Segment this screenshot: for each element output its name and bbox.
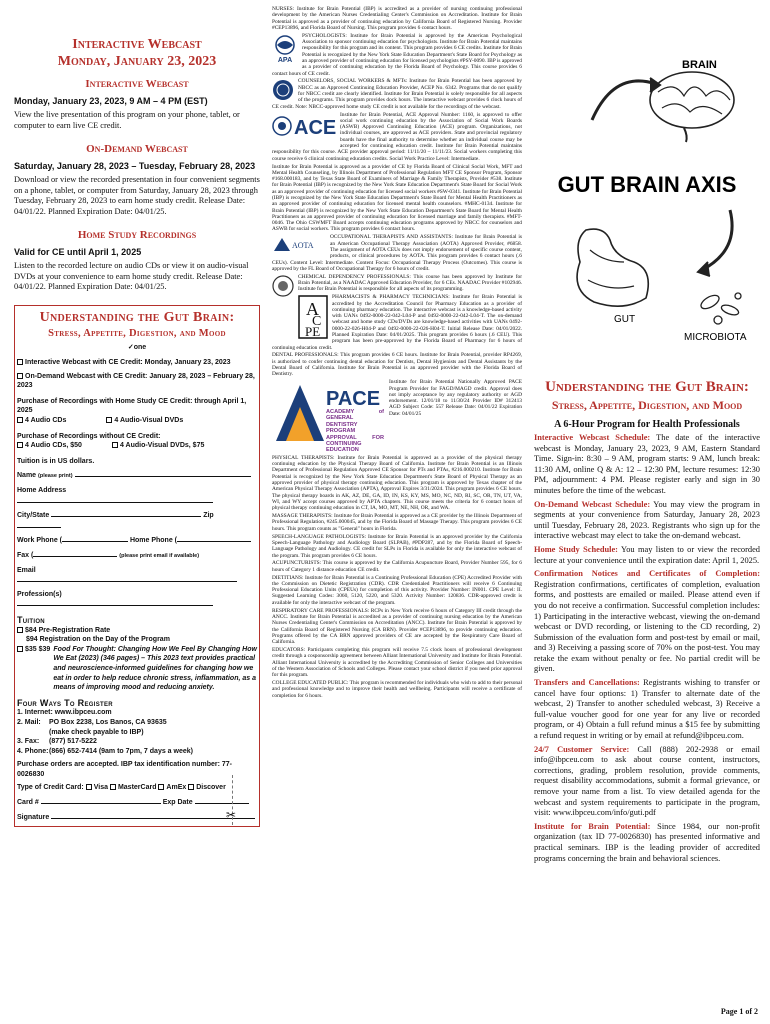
interactive-description: View the live presentation of this program on your phone, tablet, or computer to earn live CE credit. [14, 110, 240, 130]
left-column [0, 0, 268, 1024]
right-column [526, 0, 770, 1024]
ace-accreditation: ACE Institute for Brain Potential, ACE Approval Number: 1160, is approved to offer social work continuing education by the Association of Social Work Boards (ASWB) Approved Continuing Education (ACE) program. Organizations, not individual courses, are approved as ACE providers. State and provincial regulatory boards have the final authority to determine whether an individual course may be accepted for continuing education credit. Institute for Brain Potential maintains responsibility for this course. ACE provider approval period: 11/11/20 – 11/11/23. Social workers completing this course receive 6 clinical continuing education credits. Social Work Practice Level: Intermediate. [272, 111, 522, 162]
svg-text:AOTA: AOTA [292, 241, 314, 251]
form-subtitle: Stress, Appetite, Digestion, and Mood [48, 327, 226, 339]
svg-text:C: C [312, 314, 322, 330]
work-phone-label: Work Phone ( [17, 537, 62, 545]
opt-interactive: Interactive Webcast with CE Credit: Monday, January 23, 2023 [25, 359, 231, 367]
acpe-logo-icon [298, 295, 328, 339]
opt-cds-ce: 4 Audio CDs [25, 417, 67, 425]
svg-text:A: A [306, 299, 319, 320]
disc-checkbox[interactable] [188, 784, 194, 790]
cds-checkbox[interactable] [17, 442, 23, 448]
dental-accreditation: DENTAL PROFESSIONALS: This program provides 6 CE hours. Institute for Brain Potential, provider RP4269, is authorized to confer continuing dental education for Dentists, Dental Hygienists and Dental Assistants by the Dental Board of California. Institute for Brain Potential is an approved provider with the Florida Board of Dentistry. [272, 352, 522, 378]
email-hint: (please print email if available) [119, 553, 200, 559]
way-phone-label: 4. Phone: [17, 747, 49, 755]
card-mc: MasterCard [117, 784, 157, 792]
page-number: Page 1 of 2 [720, 1007, 758, 1016]
city-state-field[interactable] [51, 510, 201, 517]
counselors-accreditation: COUNSELORS, SOCIAL WORKERS & MFTs: Institute for Brain Potential has been approved by NBCC as an Approved Continuing Education Provider, ACEP No. 6342. Programs that do not qualify for NBCC credit are clearly identified. Institute for Brain Potential is solely responsible for all aspects of the programs. This program provides dock hours. The interactive webcast provides 6 clock hours of CE credit. Note: NBCC-approved home study CE credit is not available for the recordings of the webcast. [272, 78, 522, 110]
check-one-label: ✓one [127, 343, 147, 351]
po-note: Purchase orders are accepted. IBP tax identification number: 77-0026830 [17, 761, 232, 778]
tuition-pre: $84 Pre-Registration Rate [25, 626, 111, 634]
card-disc: Discover [196, 784, 226, 792]
ondemand-checkbox[interactable] [17, 373, 23, 379]
nurses-accreditation: NURSES: Institute for Brain Potential (IBP) is accredited as a provider of nursing continuing professional development by the American Nurses Credentialing Center's Commission on Accreditation. Institute for Brain Potential is approved as a provider of continuing education by California Board of Registered Nursing. Provider #CEP13896, and Florida Board of Nursing. This program provides 6 contact hours. [272, 6, 522, 31]
naadac-seal-icon [272, 275, 294, 297]
acu-accreditation: ACUPUNCTURISTS: This course is approved by the California Acupuncture Board, Provider Number 595, for 6 hours of Category 1 distance education CE credit. [272, 560, 522, 573]
card-visa: Visa [93, 784, 108, 792]
name-label: Name [17, 472, 37, 480]
way-mail-label: 2. Mail: [17, 718, 41, 726]
card-num-field[interactable] [41, 797, 161, 804]
arrow-down-icon [702, 210, 732, 270]
transfers-cancellations: Transfers and Cancellations: Registrants wishing to transfer or cancel have four options: 1) Transfer to alternate date of the webcast, 2) Transfer to another scheduled webcast, 3) Receive a full-value voucher good for one year for any live or recorded program, or 4) Obtain a full refund minus a $15 fee by submitting a refund request in writing or by email at refund@ibpceu.com. [534, 678, 761, 741]
work-phone-field[interactable] [62, 535, 128, 542]
pace-logo-icon: PACE ACADEMY of GENERAL DENTISTRY PROGRAM APPROVAL FOR CONTINUING EDUCATION [272, 381, 384, 451]
tuition-book: Food For Thought: Changing How We Feel By Changing How We Eat (2023) (346 pages) – This 2023 text provides practical and neuroscience-informed guidelines for changing how we eat in order to help reduce chronic stress, inflammation, as a means of improving mood and reducing anxiety. [53, 645, 257, 692]
pt-accreditation: PHYSICAL THERAPISTS: Institute for Brain Potential is approved as a provider of the physical therapy continuing education by the Physical Therapy Board of California. Institute for Brain Potential is an Illinois Department of Professional Regulation Approved CE Sponsor for PTs and PTAs, #216.000210. Institute for Brain Potential is recognized by the New York State Education Department's State Board of Physical Therapy as an approved provider of physical therapy continuing education. This program is approved by Texas chapter of the American Physical Therapy Association (APTA), Approval Expires 3/31/2024. This program provides 6 CE hours. The physical therapy boards in AK, AZ, DE, GA, ID, IN, KS, KY, MS, MO, NC, ND, RI, SC, OR, TN, UT, VA, WI, and WY accept courses approved by APTA chapters. This course meets the criteria for 6 contact hours of physical therapy continuing education in CT, IA, MO, MT, NE, NH, OR, and WA. [272, 454, 522, 512]
nbcc-seal-icon [272, 79, 294, 101]
opt-ondemand: On-Demand Webcast with CE Credit: January 28, 2023 – February 28, 2023 [17, 372, 255, 390]
brain-label: BRAIN [682, 59, 717, 71]
card-type-label: Type of Credit Card: [17, 784, 84, 792]
purchase-with-ce: Purchase of Recordings with Home Study CE Credit: through April 1, 2025 [17, 397, 247, 415]
homestudy-title: Home Study Recordings [77, 229, 197, 241]
webcast-schedule: Interactive Webcast Schedule: The date of the interactive webcast is Monday, January 23, 2023, 9 AM, Eastern Standard Time. Sign-in: 8:30 – 9 AM, program starts: 9 AM, lunch break: 11:30 AM, online Q & A: 12 – 12:30 PM, lecture resumes: 12:30 PM, adjournment: 4 PM. Please register early and sign in 30 minutes before the time of the webcast. [534, 433, 760, 495]
home-address-label: Home Address [17, 487, 67, 495]
gut-brain-illustration [534, 0, 760, 370]
tuition-note: Tuition is in US dollars. [17, 457, 95, 465]
microbiota-icon [699, 293, 741, 324]
ibp-about: Institute for Brain Potential: Since 1984, our non-profit organization (tax ID 77-0026830) has presented informative and practical seminars. IBP is the leading provider of accredited programs concerning the brain and behavioral sciences. [534, 821, 761, 863]
pharm-accreditation: A C PE PHARMACISTS & PHARMACY TECHNICIANS: Institute for Brain Potential is accredited by the Accreditation Council for Pharmacy Education as a provider of continuing pharmacy education. The interactive webcast is a knowledge-based activity with UANs 0492-0000-22-042-L04-P and 0492-0000-22-042-L04-T. The on-demand webcast and home study CDs/DVDs are knowledge-based activities with UANs 0492-0000-22-026-H04-P and 0492-0000-22-026-H04-T. Initial Release Date: 04/01/2022. Planned Expiration Date: 04/01/2025. This program provides 6 hours (.6 CEU). This program has been pre-approved by the Florida Board of Pharmacy for 6 hours of continuing education credit. [272, 294, 522, 351]
tuition-title: Tuition [17, 614, 45, 625]
college-accreditation: COLLEGE EDUCATED PUBLIC: This program is recommended for individuals who wish to add to their personal and professional knowledge and to improve their health and wellbeing. Participants will receive a certificate of completion for 6 hours. [272, 680, 522, 699]
svg-text:APA: APA [277, 56, 293, 64]
opt-cds: 4 Audio CDs, $50 [25, 442, 82, 450]
aota-logo-icon [272, 235, 326, 255]
home-phone-label: Home Phone ( [129, 537, 177, 545]
cds-ce-checkbox[interactable] [17, 417, 23, 423]
customer-service: 24/7 Customer Service: Call (888) 202-2938 or email info@ibpceu.com to ask about course content, instructors, corrections, grading, problem resolution, provide comments, request disability accommodations, submit a formal grievance, or remove your name from a list. To view detailed agenda for the webcast and system requirements to participate in the program, visit: www.ibpceu.com/info/guti.pdf [534, 744, 761, 818]
ondemand-description: Download or view the recorded presentation in four convenient segments on a phone, tablet, or computer from Saturday, January 28, 2023 through Tuesday, February 28, 2023 to earn home study credit. Release Date: 04/01/22. Planned Expiration Date: 04/01/25. [14, 175, 260, 216]
florida-accreditation: Institute for Brain Potential is approved as a provider of CE by Florida Board of Clinical Social Work, MFT and Mental Health Counseling, by Illinois Department of Professional Regulation MFT CE Sponsor Program, Sponsor #168.000183, and by Texas State Board of Examiners of Marriage & Family Therapists, Provider #538. Institute for Brain Potential (IBP) is recognized by the New York State Education Department's State Board for Social Work as an approved provider of continuing education for licensed social workers #SW-0341. Institute for Brain Potential (IBP) is recognized by the New York State Education Department's State Board for Mental Health Practitioners as an approved provider of continuing education for licensed mental health counselors. #MHC-0134. Institute for Brain Potential (IBP) is recognized by the New York State Education Department's State Board for Mental Health Practitioners as an approved provider of continuing education for licensed marriage and family therapists. #MFT-0046. The Ohio CSWMFT Board accepts continuing education programs approved by NBCC for counselors and ASWB for social workers. This program provides 6 contact hours. [272, 163, 523, 233]
purchase-without-ce: Purchase of Recordings without CE Credit: [17, 432, 161, 440]
zip-field[interactable] [17, 521, 61, 528]
professions-field[interactable] [17, 599, 213, 606]
email-field[interactable] [17, 575, 237, 582]
program-tagline: A 6-Hour Program for Health Professionals [554, 419, 740, 430]
dvds-ce-checkbox[interactable] [106, 417, 112, 423]
educ-accreditation: EDUCATORS: Participants completing this program will receive 7.5 clock hours of professional development credit through a cosponsorship agreement between Alliant International University and Institute for Brain Potential. Alliant International University is accredited by the Accrediting Commission of Senior Colleges and Universities of the Western Association of Schools and Colleges. Please contact your school district if you need prior approval for this program. [272, 647, 522, 679]
slp-accreditation: SPEECH-LANGUAGE PATHOLOGISTS: Institute for Brain Potential is an approved provider by the California Speech-Language Pathology and Audiology Board (SLPAB), #PDP287, and by the Florida Board of Speech-Language Pathology and Audiology. CE credit for SLPs in Florida is available for only the interactive webcast of the program. This program provides 6 CE hours. [272, 533, 522, 559]
svg-text:ACE: ACE [294, 116, 336, 139]
homestudy-valid: Valid for CE until April 1, 2025 [14, 247, 142, 257]
name-hint: (please print) [38, 473, 73, 480]
opt-dvds-ce: 4 Audio-Visual DVDs [114, 417, 184, 425]
way-phone: (866) 652-7414 (9am to 7pm, 7 days a week) [49, 747, 193, 755]
brain-icon [650, 72, 734, 142]
gut-label: GUT [614, 314, 636, 325]
home-address-field[interactable] [17, 496, 213, 503]
visa-checkbox[interactable] [86, 784, 92, 790]
mc-checkbox[interactable] [110, 784, 116, 790]
diet-accreditation: DIETITIANS: Institute for Brain Potential is a Continuing Professional Education (CPE) Accredited Provider with the Commission on Dietetic Registration (CDR). CDR Credentialed Practitioners will receive 6 Continuing Professional Education Units (CPEUs) for completion of this activity. Provider Number: IN001. CPE Level: II. Suggested Learning Codes: 3060, 5120, 5220, and 5320. Activity Number: 120836. CDR-approved credit is available for only the interactive webcast of the program. [272, 574, 522, 606]
arrow-up-icon [592, 81, 656, 120]
program-subtitle: Stress, Appetite, Digestion, and Mood [551, 398, 743, 412]
confirmation-notices: Confirmation Notices and Certificates of Completion: Registration confirmations, certificates of completion, evaluation forms, and posttests are emailed or mailed. Please attend even if you do not receive a confirmation. Successful completion includes: 1) Participating in the interactive webcast, viewing the on-demand webcast or DVD recording, or listening to the CD recording, 2) Submission of the evaluation form and post-test by email or mail, and 3) Receiving a passing score of 70% on the post-test. You may retake the exam without penalty or fee. No partial credit will be given. [534, 569, 760, 674]
signature-label: Signature [17, 813, 50, 821]
pre-reg-checkbox[interactable] [17, 627, 23, 633]
fax-field[interactable] [33, 550, 117, 557]
card-num-label: Card # [17, 799, 39, 807]
email-label: Email [17, 566, 36, 574]
interactive-subheading: Interactive Webcast [85, 78, 189, 90]
homestudy-description: Listen to the recorded lecture on audio CDs or view it on audio-visual DVDs at your convenience to earn home study credit. Release Date: 04/01/22. Planned Expiration Date: 04/01/25. [14, 261, 249, 291]
tuition-book-price: $35 $39 [25, 645, 51, 653]
gut-icon [577, 229, 648, 306]
ondemand-schedule: On-Demand Webcast Schedule: You may view the program in segments at your convenience from Saturday, January 28, 2023 until Tuesday, February 28, 2023. Registrants who sign up for the interactive webcast may elect to take the on-demand webcast. [534, 499, 760, 541]
pace-accreditation: PACE ACADEMY of GENERAL DENTISTRY PROGRAM APPROVAL FOR CONTINUING EDUCATION Institute for Brain Potential Nationally Approved PACE Program Provider for FAGD/MAGD credit. Approval does not imply acceptance by any regulatory authority or AGD endorsement. 12/01/18 to 11/30/24 Provider ID# 312413 AGD Subject Code: 557 Release Date: 04/01/22 Expiration Date: 04/01/25 [272, 379, 522, 453]
homestudy-schedule: Home Study Schedule: You may listen to or view the recorded lecture at your convenience until the expiration date: April 1, 2025. [534, 544, 760, 565]
accreditation-column [268, 0, 526, 1024]
zip-label: Zip [203, 512, 214, 520]
card-amex: AmEx [166, 784, 187, 792]
exp-label: Exp Date [162, 799, 193, 807]
interactive-time: Monday, January 23, 2023, 9 AM – 4 PM (EST) [14, 96, 208, 106]
exp-field[interactable] [195, 797, 249, 804]
home-phone-field[interactable] [177, 535, 251, 542]
name-field[interactable] [75, 470, 251, 477]
interactive-title: Interactive Webcast [72, 37, 202, 52]
scissors-icon: ✂ [226, 808, 237, 822]
psych-accreditation: APA PSYCHOLOGISTS: Institute for Brain Potential is approved by the American Psychological Association to sponsor continuing education for psychologists. Institute for Brain Potential maintains responsibility for this program and its content. This program provides 6 CE credits. Institute for Brain Potential is recognized by the New York State Education Department's State Board for Psychology as an approved provider of continuing education for licensed psychologists #PSY-0090. IBP is approved as a provider of continuing education by the Florida Board of Psychology. This course provides 6 contact hours of CE credit. [272, 32, 522, 77]
microbiota-label: MICROBIOTA [684, 332, 747, 343]
interactive-checkbox[interactable] [17, 359, 23, 365]
massage-accreditation: MASSAGE THERAPISTS: Institute for Brain Potential is approved as a CE provider by the Illinois Department of Professional Regulation, #245.000045, and by the Florida Board of Massage Therapy. This program provides 6 CE hours. This program counts as "General" hours in Florida. [272, 513, 522, 532]
way-mail: PO Box 2238, Los Banos, CA 93635 [49, 718, 167, 726]
svg-text:PACE: PACE [326, 388, 381, 411]
ace-logo-icon [272, 113, 336, 143]
amex-checkbox[interactable] [158, 784, 164, 790]
ot-accreditation: AOTA OCCUPATIONAL THERAPISTS AND ASSISTANTS: Institute for Brain Potential is an American Occupational Therapy Association (AOTA) Approved Provider, #6858. The assignment of AOTA CEUs does not imply endorsement of specific course content, products, or clinical procedures by AOTA. This program provides 6 contact hours (.6 CEUs). Content Level: Intermediate. Content Focus: Occupational Therapy Process (Outcomes). This course is approved by the FL Board of Occupational Therapy for 6 hours of credit. [272, 234, 522, 272]
registration-form [14, 305, 260, 828]
opt-dvds: 4 Audio-Visual DVDs, $75 [119, 442, 205, 450]
ondemand-title: On-Demand Webcast [86, 143, 188, 155]
program-title: Understanding the Gut Brain: [545, 379, 749, 395]
gut-brain-axis-label: GUT BRAIN AXIS [557, 172, 737, 197]
city-state-label: City/State [17, 512, 50, 520]
form-title: Understanding the Gut Brain: [39, 309, 235, 325]
resp-accreditation: RESPIRATORY CARE PROFESSIONALS: RCPs in New York receive 6 hours of Category III credit through the ANCC. Institute for Brain Potential is accredited as a provider of continuing nursing education by the American Nurses Credentialing Center's Commission on Accreditation (ANCC). Institute for Brain Potential is approved by the California Board of Registered Nursing (CA BRN). Provider #CEP13896, to provide continuing education. Programs offered by the CA BRN approved providers of CE are accepted by the Respiratory Care Board of California. [272, 607, 522, 646]
way-fax: (877) 517-5222 [49, 738, 97, 746]
book-checkbox[interactable] [17, 646, 23, 652]
way-fax-label: 3. Fax: [17, 738, 40, 746]
interactive-date: Monday, January 23, 2023 [57, 54, 217, 69]
ondemand-dates: Saturday, January 28, 2023 – Tuesday, February 28, 2023 [14, 161, 256, 171]
way-mail-note: (make check payable to IBP) [49, 728, 144, 736]
tuition-day: $94 Registration on the Day of the Program [26, 636, 170, 644]
chemical-accreditation: CHEMICAL DEPENDENCY PROFESSIONALS: This course has been approved by Institute for Brain Potential, as a NAADAC Approved Education Provider, for 6 CEs. NAADAC Provider #102946. Institute for Brain Potential is responsible for all aspects of its programming. [272, 274, 522, 293]
professions-label: Profession(s) [17, 590, 62, 598]
svg-text:PE: PE [305, 324, 321, 340]
way-internet: 1. Internet: www.ibpceu.com [17, 709, 112, 717]
ways-title: Four Ways To Register [17, 697, 113, 708]
apa-logo-icon [272, 34, 298, 64]
signature-field[interactable] [51, 812, 255, 819]
fax-label: Fax ( [17, 552, 34, 559]
dvds-checkbox[interactable] [112, 442, 118, 448]
